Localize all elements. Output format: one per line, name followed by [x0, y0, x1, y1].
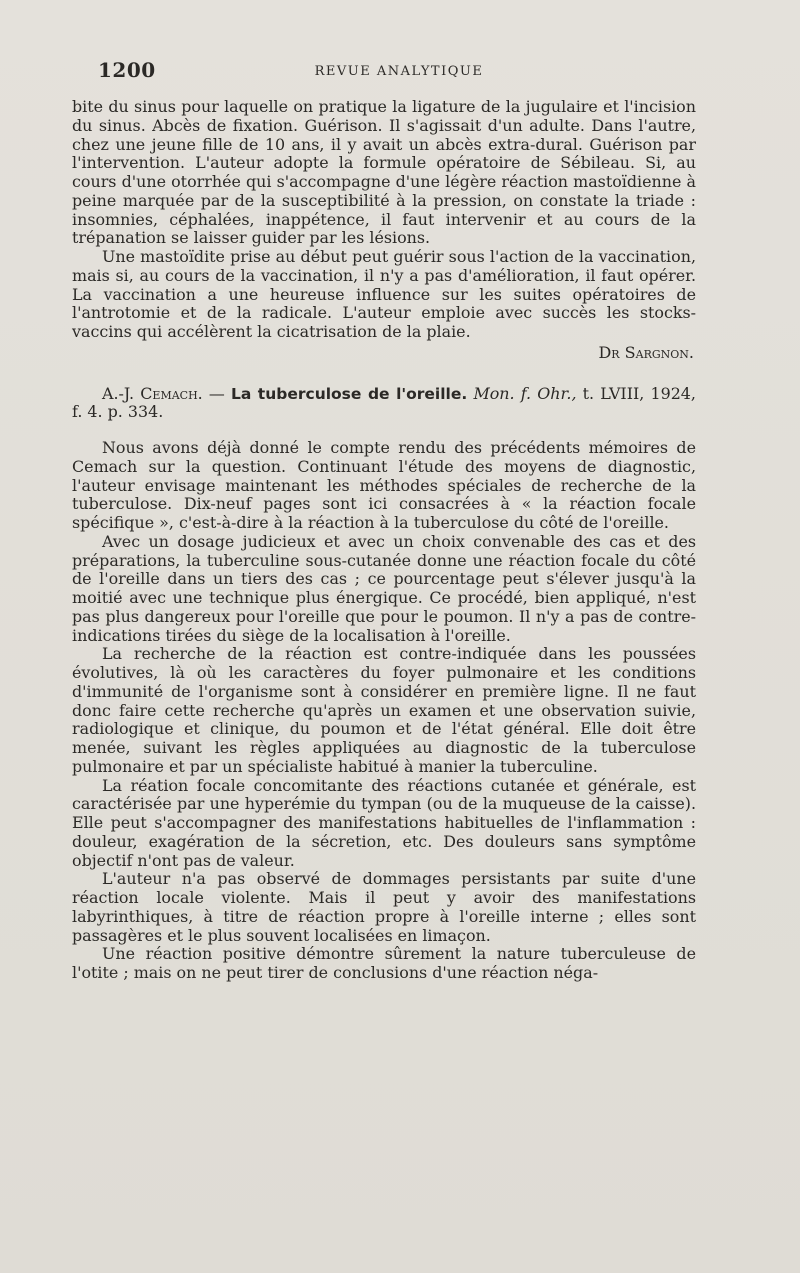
- review-sinus-continued: [72, 98, 696, 363]
- article-reference: [72, 385, 696, 423]
- reference-line: [72, 385, 696, 423]
- article-body: [72, 98, 696, 983]
- reference-author: A.-J. Cemach.: [102, 383, 203, 403]
- reviewer-signature: Dr Sargnon.: [598, 342, 694, 362]
- paragraph: La recherche de la réaction est contre-indiquée dans les poussées évolutives, là où les caractères du foyer pulmonaire et les conditions d'immunité de l'organisme sont à considérer en première ligne. Il ne faut donc faire cette recherche qu'après un examen et une observation suivie, radiologique et clinique, du poumon et de l'état général. Elle doit être menée, suivant les règles appliquées au diagnostic de la tuberculose pulmonaire et par un spécialiste habitué à manier la tuberculine.: [72, 644, 696, 776]
- running-title: REVUE ANALYTIQUE: [314, 64, 484, 79]
- paragraph: bite du sinus pour laquelle on pratique la ligature de la jugulaire et l'incision du sinus. Abcès de fixation. Guérison. Il s'agissait d'un adulte. Dans l'autre, chez une jeune fille de 10 ans, il y avait un abcès extra-dural. Guérison par l'intervention. L'auteur adopte la formule opératoire de Sébileau. Si, au cours d'une otorrhée qui s'accompagne d'une légère réaction mastoïdienne à peine marquée par de la susceptibilité à la pression, on constate la triade : insomnies, céphalées, inappétence, il faut intervenir et au cours de la trépanation se laisser guider par les lésions.: [72, 97, 696, 248]
- review-tuberculose: [72, 439, 696, 983]
- reference-citation: t. LVIII, 1924, f. 4. p. 334.: [72, 383, 696, 422]
- paragraph: Avec un dosage judicieux et avec un choix convenable des cas et des préparations, la tuberculine sous-cutanée donne une réaction focale du côté de l'oreille dans un tiers des cas ; ce pourcentage peut s'élever jusqu'à la moitié avec une technique plus énergique. Ce procédé, bien appliqué, n'est pas plus dangereux pour l'oreille que pour le poumon. Il n'y a pas de contre-indications tirées du siège de la localisation à l'oreille.: [72, 531, 696, 645]
- paragraph: Une réaction positive démontre sûrement la nature tuberculeuse de l'otite ; mais on ne peut tirer de conclusions d'une réaction néga-: [72, 944, 696, 982]
- reference-journal: Mon. f. Ohr.,: [473, 383, 577, 403]
- reference-title: La tuberculose de l'oreille.: [230, 384, 468, 403]
- page-number: 1200: [98, 58, 156, 82]
- reference-dash: —: [202, 383, 231, 403]
- page-header: [98, 58, 700, 88]
- paragraph: L'auteur n'a pas observé de dommages persistants par suite d'une réaction locale violente. Mais il peut y avoir des manifestations labyrinthiques, à titre de réaction propre à l'oreille interne ; elles sont passagères et le plus souvent localisées en limaçon.: [72, 869, 696, 945]
- paragraph: Nous avons déjà donné le compte rendu des précédents mémoires de Cemach sur la question. Continuant l'étude des moyens de diagnostic, l'auteur envisage maintenant les méthodes spéciales de recherche de la tuberculose. Dix-neuf pages sont ici consacrées à « la réaction focale spécifique », c'est-à-dire à la réaction à la tuberculose du côté de l'oreille.: [72, 438, 696, 532]
- paragraph: Une mastoïdite prise au début peut guérir sous l'action de la vaccination, mais si, au cours de la vaccination, il n'y a pas d'amélioration, il faut opérer. La vaccination a une heureuse influence sur les suites opératoires de l'antrotomie et de la radicale. L'auteur emploie avec succès les stocks-vaccins qui accélèrent la cicatrisation de la plaie.: [72, 247, 696, 341]
- paragraph: La réation focale concomitante des réactions cutanée et générale, est caractérisée par une hyperémie du tympan (ou de la muqueuse de la caisse). Elle peut s'accompagner des manifestations habituelles de l'inflammation : douleur, exagération de la sécretion, etc. Des douleurs sans symptôme objectif n'ont pas de valeur.: [72, 775, 696, 870]
